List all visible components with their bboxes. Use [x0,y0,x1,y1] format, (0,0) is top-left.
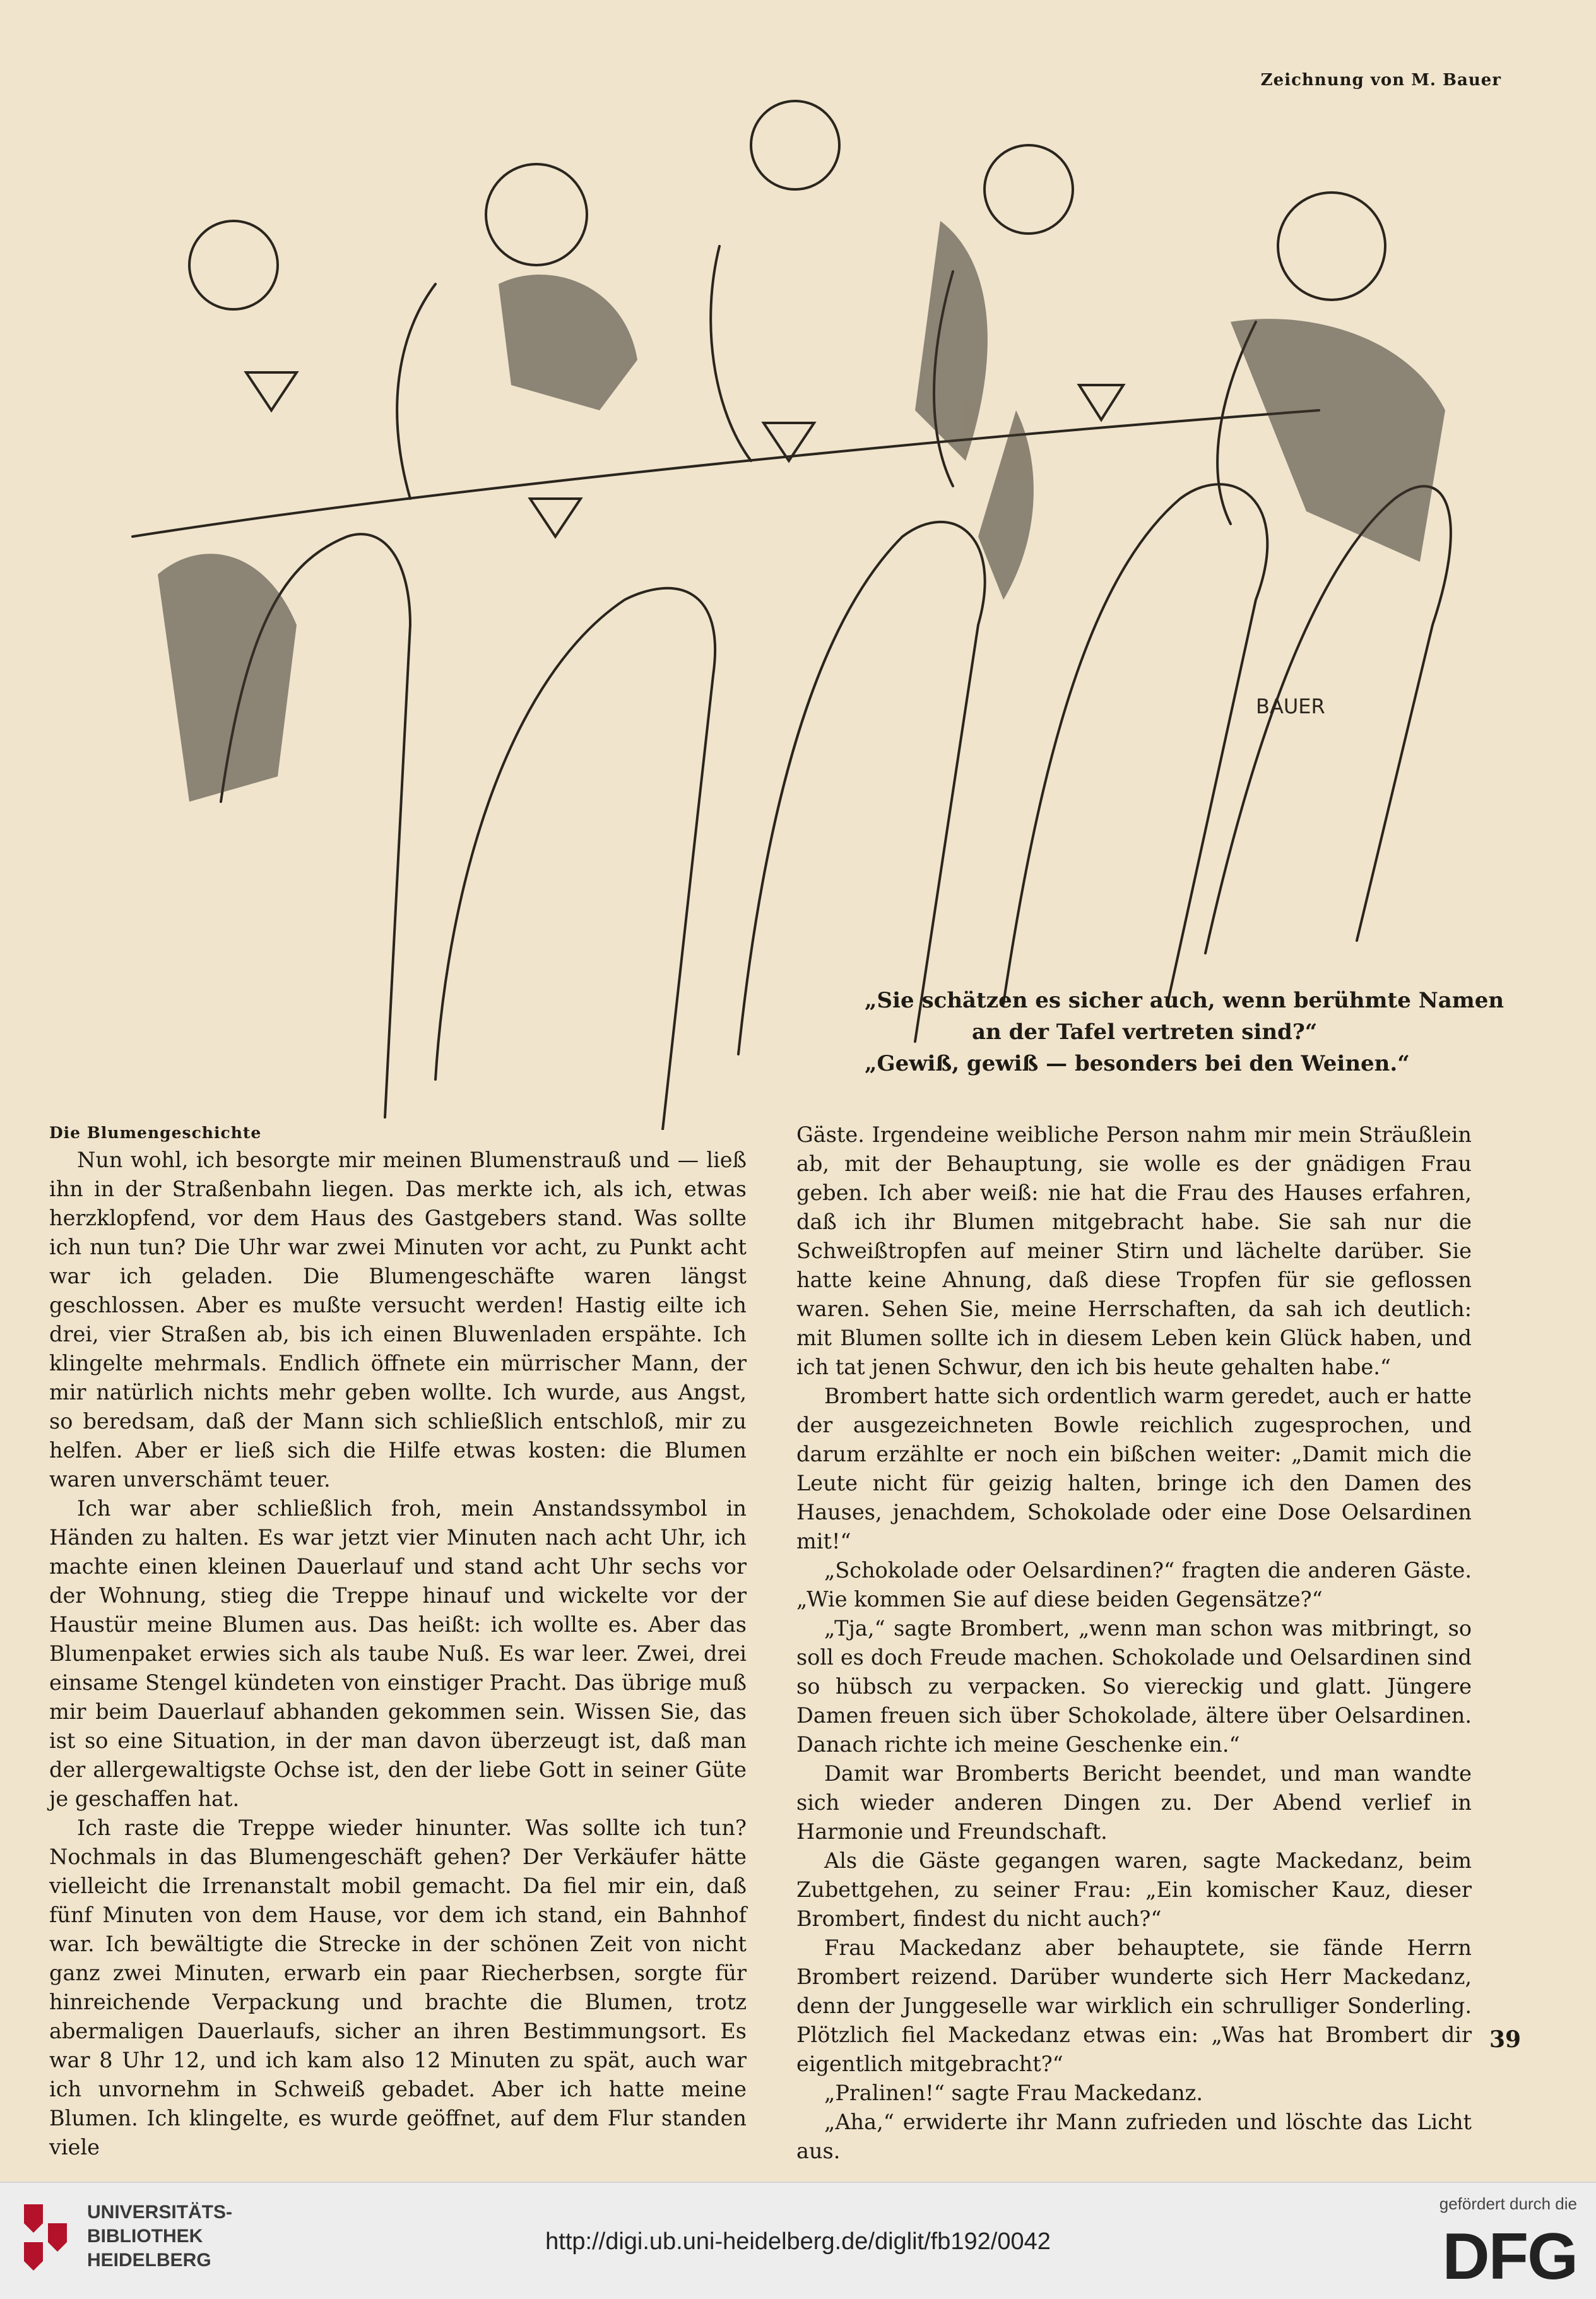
page-number: 39 [1489,2026,1522,2053]
paragraph: Damit war Bromberts Bericht beendet, und man wandte sich wieder anderen Dingen zu. Der Abend verlief in Harmonie und Freundschaft. [796,1761,1472,1844]
paragraph: Ich war aber schließlich froh, mein Anstandssymbol in Händen zu halten. Es war jetzt vier Minuten nach acht Uhr, ich machte einen kleinen Dauerlauf und stand acht Uhr sechs vor der Wohnung, stieg die Treppe hinauf und wickelte vor der Haustür meine Blumen aus. Das heißt: ich wollte es. Aber das Blumenpaket erwies sich als taube Nuß. Es war leer. Zwei, drei einsame Stengel kündeten von einstiger Pracht. Das übrige muß mir beim Dauerlauf abhanden gekommen sein. Wissen Sie, das ist so eine Situation, in der man davon überzeugt ist, daß man der allergewaltigste Ochse ist, den der liebe Gott in seiner Güte je geschaffen hat. [49,1496,747,1811]
paragraph: Ich raste die Treppe wieder hinunter. Was sollte ich tun? Nochmals in das Blumengeschäft gehen? Der Verkäufer hätte vielleicht die Irrenanstalt mobil gemacht. Da fiel mir ein, daß fünf Minuten von dem Hause, vor dem ich stand, ein Bahnhof war. Ich bewältigte die Strecke in der schönen Zeit von nicht ganz zwei Minuten, erwarb ein paar Riecherbsen, sorgte für hinreichende Verpackung und brachte die Blumen, trotz abermaligen Dauerlaufs, sicher an ihren Bestimmungsort. Es war 8 Uhr 12, und ich kam also 12 Minuten zu spät, auch war ich unvornehm in Schweiß gebadet. Aber ich hatte meine Blumen. Ich klingelte, es wurde geöffnet, auf dem Flur standen viele [49,1815,747,2159]
section-title: Die Blumengeschichte [49,1124,262,1142]
paragraph: Nun wohl, ich besorgte mir meinen Blumenstrauß und — ließ ihn in der Straßenbahn liegen. Das merkte ich, als ich, etwas herzklopfend, vor dem Haus des Gastgebers stand. Was sollte ich nun tun? Die Uhr war zwei Minuten vor acht, zu Punkt acht war ich geladen. Die Blumengeschäfte waren längst geschlossen. Aber es mußte versucht werden! Hastig eilte ich drei, vier Straßen ab, bis ich einen Bluwenladen erspähte. Ich klingelte mehrmals. Endlich öffnete ein mürrischer Mann, der mir natürlich nichts mehr geben wollte. Ich wurde, aus Angst, so beredsam, daß der Mann sich schließlich entschloß, mir zu helfen. Aber er ließ sich die Hilfe etwas kosten: die Blumen waren unverschämt teuer. [49,1148,747,1492]
paragraph: Als die Gäste gegangen waren, sagte Mackedanz, beim Zubettgehen, zu seiner Frau: „Ein komischer Kauz, dieser Brombert, findest du nicht auch?“ [796,1848,1472,1931]
permalink-url[interactable]: http://digi.ub.uni-heidelberg.de/diglit/fb192/0042 [545,2228,1051,2255]
left-column [49,1120,747,2162]
paragraph: Gäste. Irgendeine weibliche Person nahm mir mein Sträußlein ab, mit der Behauptung, sie wolle es der gnädigen Frau geben. Ich aber weiß: nie hat die Frau des Hauses erfahren, daß ich ihr Blumen mitgebracht habe. Sie sah nur die Schweißtropfen auf meiner Stirn und lächelte darüber. Sie hatte keine Ahnung, daß diese Tropfen für sie geflossen waren. Sehen Sie, meine Herrschaften, da sah ich deutlich: mit Blumen sollte ich in diesem Leben kein Glück haben, und ich tat jenen Schwur, den ich bis heute gehalten habe.“ [796,1122,1472,1379]
dinner-party-illustration [57,57,1521,1130]
library-name-line: HEIDELBERG [87,2250,211,2271]
illustration-credit: Zeichnung von M. Bauer [1260,71,1501,90]
paragraph: „Tja,“ sagte Brombert, „wenn man schon was mitbringt, so soll es doch Freude machen. Schokolade und Oelsardinen sind so hübsch zu verpacken. So viereckig und glatt. Jüngere Damen freuen sich über Schokolade, ältere über Oelsardinen. Danach richte ich meine Geschenke ein.“ [796,1616,1472,1757]
caption-line: an der Tafel vertreten sind?“ [972,1019,1318,1045]
illustration-caption [865,985,1504,1079]
paragraph: Frau Mackedanz aber behauptete, sie fände Herrn Brombert reizend. Darüber wunderte sich Herr Mackedanz, denn der Junggeselle war wirklich ein schrulliger Sonderling. Plötzlich fiel Mackedanz etwas ein: „Was hat Brombert dir eigentlich mitgebracht?“ [796,1935,1472,2076]
library-name-line: UNIVERSITÄTS- [87,2202,233,2223]
caption-line: „Gewiß, gewiß — besonders bei den Weinen.“ [865,1051,1410,1076]
sponsor-label: gefördert durch die [1439,2194,1577,2213]
paragraph: „Aha,“ erwiderte ihr Mann zufrieden und löschte das Licht aus. [796,2110,1472,2163]
dfg-logo: DFG [1442,2220,1577,2293]
library-name-line: BIBLIOTHEK [87,2226,203,2247]
illustration-signature: BAUER [1256,694,1325,718]
viewer-footer [0,2182,1596,2299]
paragraph: Brombert hatte sich ordentlich warm geredet, auch er hatte der ausgezeichneten Bowle reichlich zugesprochen, und darum erzählte er noch ein bißchen weiter: „Damit mich die Leute nicht für geizig halten, bringe ich den Damen des Hauses, jenachdem, Schokolade oder eine Dose Oelsardinen mit!“ [796,1384,1472,1553]
paragraph: „Schokolade oder Oelsardinen?“ fragten die anderen Gäste. „Wie kommen Sie auf diese beiden Gegensätze?“ [796,1558,1472,1612]
caption-line: „Sie schätzen es sicher auch, wenn berühmte Namen [865,988,1504,1013]
paragraph: „Pralinen!“ sagte Frau Mackedanz. [824,2081,1203,2105]
right-column [796,1120,1472,2166]
